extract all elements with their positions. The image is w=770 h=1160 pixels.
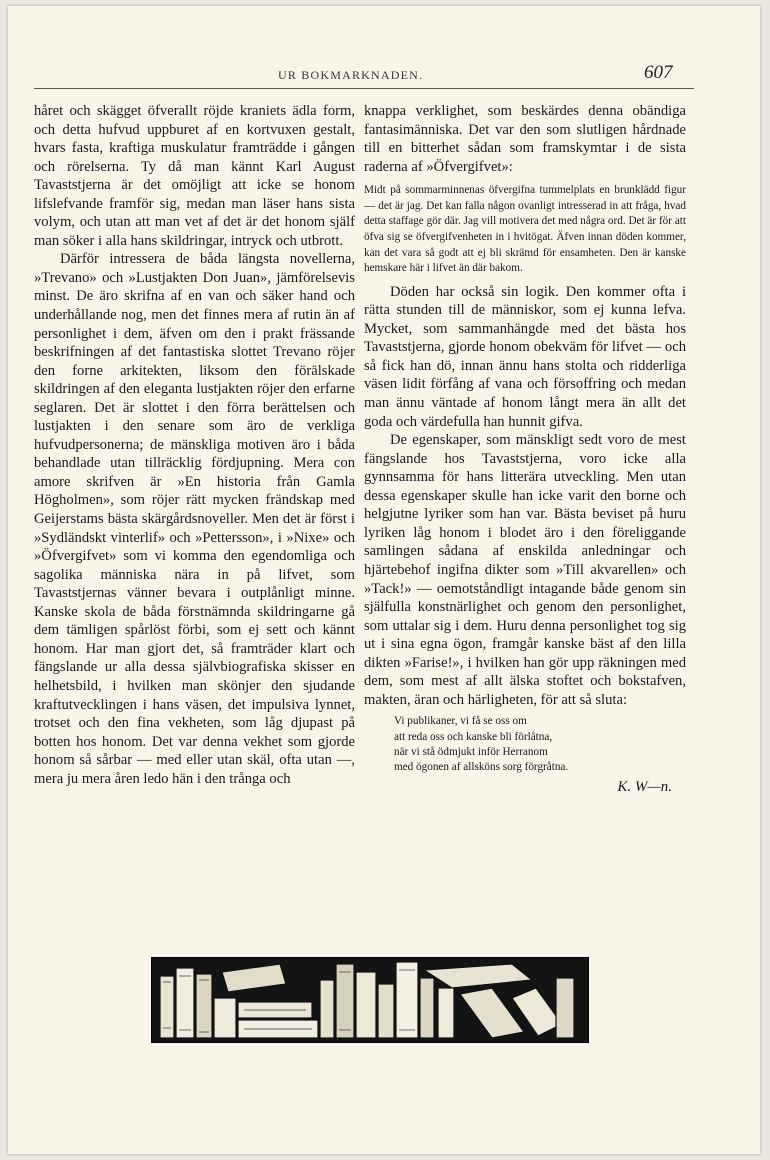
poem-line: med ögonen af allsköns sorg förgråtna. (394, 761, 569, 774)
block-quote: Midt på sommarminnenas öfvergifna tummelplats en brunklädd figur — det är jag. Det kan falla någon ovanligt intresserad in att fråga, hvad detta staffage gör där. Jag vill motivera det med några ord. Det är för att öfva sig se öfvergifvenheten in i hvitögat. Äfven innan döden kommer, kan det vara så godt att ej bli skrämd för ensamheten. Den är kanske hemskare här i lifvet än där bakom. (364, 184, 686, 275)
running-title: UR BOKMARKNADEN. (278, 68, 424, 82)
page-number: 607 (644, 62, 673, 83)
poem-line: Vi publikaner, vi få se oss om (394, 715, 527, 728)
right-paragraph-2: Döden har också sin logik. Den kommer ofta i rätta stunden till de människor, som ej kunna lefva. Mycket, som sammanhängde med det bästa hos Tavaststjerna, gjorde honom obekväm för lifvet — och så fick han dö, innan ännu hans stolta och ridderliga väsen lidit förfång af vana och försoffring och medan man ännu väntade af honom långt mera än allt det goda och värdefulla han hunnit gifva. (364, 283, 686, 430)
books-illustration-icon (152, 958, 588, 1042)
left-paragraph-1: håret och skägget öfverallt röjde kraniets ädla form, och detta hufvud uppburet af en kortvuxen gestalt, hvars fasta, kraftiga muskulatur framträdde i gången och rörelserna. Ty då man kännt Karl August Tavaststjerna är det omöjligt att icke se honom lifslefvande framför sig, medan man läser hans sista volym, och utan att man vet af det är det honom själf man söker i alla hans skildringar, intryck och utbrott. (34, 103, 355, 249)
books-vignette-illustration (151, 957, 589, 1043)
right-paragraph-3: De egenskaper, som mänskligt sedt voro de mest fängslande hos Tavaststjerna, voro icke alla gynnsamma för hans litterära utveckling. Men utan dessa egenskaper skulle han icke varit den borne och helgjutne lyriker som han var. Bästa beviset på huru lyriken låg honom i blodet äro i den föreliggande samlingen sådana af enskilda anledningar och hjärtebehof ingifna dikter som »Till akvarellen» och »Tack!» — oemotståndligt intagande både genom sin själfulla konstnärlighet och genom den personlighet, som uttalar sig i dem. Huru denna personlighet tog sig ut i sina egna ögon, framgår kanske bäst af den lilla dikten »Farise!», i hvilken han gör upp räkningen med dem, som mest af allt älska stoftet och bokstafven, makten, äran och härligheten, för att så sluta: (364, 432, 686, 708)
left-paragraph-2: Därför intressera de båda längsta novellerna, »Trevano» och »Lustjakten Don Juan», jämförelsevis minst. De äro skrifna af en van och säker hand och underhållande nog, men det finnes mera af rutin än af personlighet i dem, äfven om den i prakt frässande beskrifningen af det fantastiska slottet Trevano röjer den forne arkitekten, liksom den förälskade skildringen af den eleganta lustjakten röjer den erfarne seglaren. Det är slottet i den förra berättelsen och lustjakten i den senare som äro de verkliga hufvudpersonerna; de mänskliga motiven äro i båda behandlade utan tillräcklig fördjupning. Mera con amore skrifven är »En historia från Gamla Högholmen», som röjer rätt mycken frändskap med Geijerstams bästa skärgårdsnoveller. Men det är först i »Sydländskt vinterlif» och »Pettersson», i »Nixe» och »Öfvergifvet» som vi komma den egendomliga och sagolika människa nära in på lifvet, som Tavaststjernas vänner bevara i outplånligt minne. Kanske skola de båda förstnämnda skildringarne gå dem tämligen spårlöst förbi, som ej sett och kännt honom. Har man gjort det, så framträder klart och fängslande ur alla dessa självbiografiska skisser en helhetsbild, i hvilken man skönjer den sjudande kraftutvecklingen i hans väsen, det impulsiva lynnet, trotset och den fina vekheten, som låg djupast på botten hos honom. Det var denna vekhet som gjorde honom så sårbar — med eller utan skäl, ofta utan —, mera ju mera åren ledo hän i den trånga och (34, 251, 355, 787)
poem-line: att reda oss och kanske bli förlåtna, (394, 730, 553, 743)
header-rule (34, 88, 694, 89)
poem (394, 714, 686, 775)
author-signature: K. W—n. (617, 778, 672, 795)
running-header (8, 62, 760, 90)
left-column (34, 102, 355, 788)
poem-line: när vi stå ödmjukt inför Herranom (394, 745, 548, 758)
book-page (8, 6, 760, 1154)
right-column (364, 102, 686, 796)
right-paragraph-1: knappa verklighet, som beskärdes denna obändiga fantasimänniska. Det var den som slutligen hårdnade till en bitterhet sådan som framskymtar i de sista raderna af »Öfvergifvet»: (364, 103, 686, 175)
